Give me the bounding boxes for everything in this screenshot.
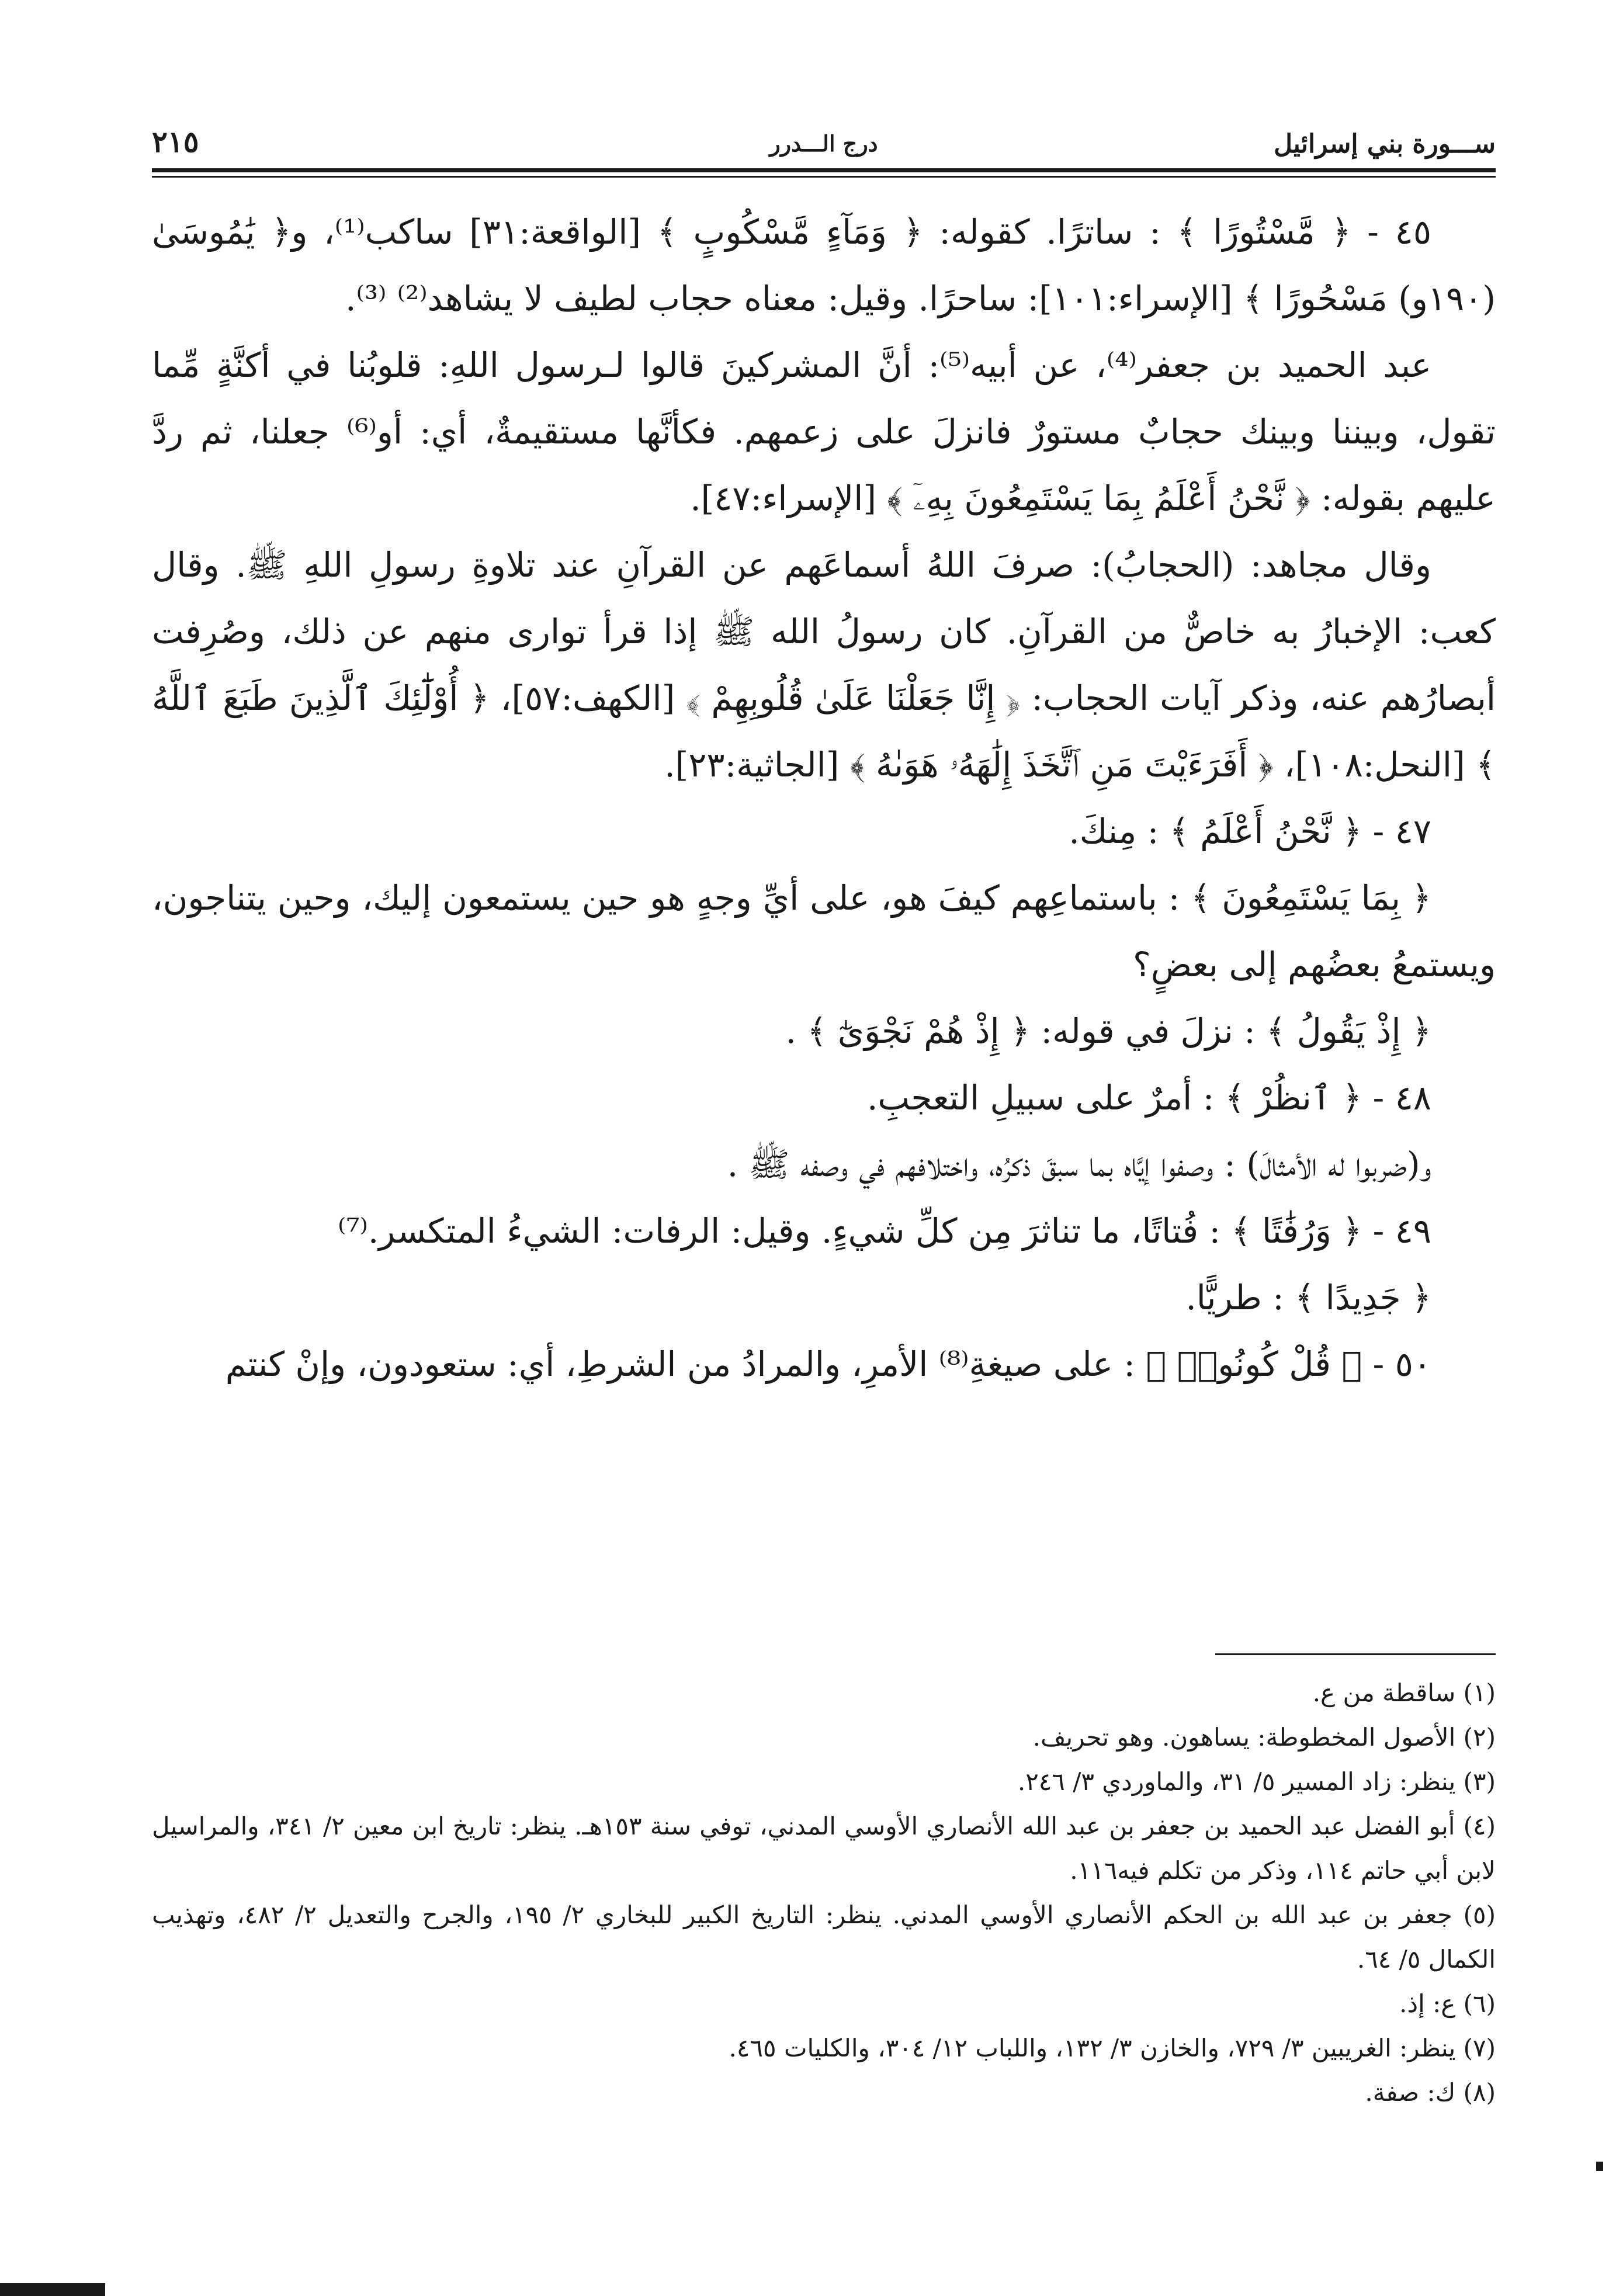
footnotes [152, 1671, 1496, 2115]
paragraph: ٤٥ - ﴿ مَّسْتُورًا ﴾ : ساترًا. كقوله: ﴿ وَمَآءٍ مَّسْكُوبٍ ﴾ [الواقعة:٣١] ساكب⁽¹⁾، و﴿ يَٰمُوسَىٰ (١٩٠و) مَسْحُورًا ﴾ [الإسراء:١٠١]: ساحرًا. وقيل: معناه حجاب لطيف لا يشاهد⁽²⁾ ⁽³⁾. [152, 212, 1496, 318]
scan-dot [1596, 2162, 1603, 2171]
sura-title: ســـورة بني إسرائيل [1274, 129, 1496, 159]
footnote: (٦) ع: إذ. [1399, 1989, 1496, 2018]
paragraph: ٤٧ - ﴿ نَّحْنُ أَعْلَمُ ﴾ : مِنكَ. [1069, 811, 1431, 851]
scan-edge-mark [0, 2283, 105, 2296]
footnote: (١) ساقطة من ع. [1312, 1678, 1496, 1707]
paragraph: عبد الحميد بن جعفر⁽⁴⁾، عن أبيه⁽⁵⁾: أنَّ المشركينَ قالوا لـرسول اللهِ: قلوبُنا في أكنَّةٍ مِّما تقول، وبيننا وبينك حجابٌ مستورٌ فانزلَ على زعمهم. فكأنَّها مستقيمةٌ، أي: أو⁽⁶⁾ جعلنا، ثم ردَّ عليهم بقوله: ﴿ نَّحْنُ أَعْلَمُ بِمَا يَسْتَمِعُونَ بِهِۦٓ ﴾ [الإسراء:٤٧]. [152, 345, 1496, 518]
footnote: (٥) جعفر بن عبد الله بن الحكم الأنصاري الأوسي المدني. ينظر: التاريخ الكبير للبخاري ٢/ ١٩٥، والجرح والتعديل ٢/ ٤٨٢، وتهذيب الكمال ٥/ ٦٤. [152, 1900, 1496, 1974]
book-page [152, 99, 1496, 2261]
book-title: درج الـــدرر [769, 130, 878, 157]
paragraph: ﴿ بِمَا يَسْتَمِعُونَ ﴾ : باستماعِهم كيفَ هو، على أيِّ وجهٍ هو حين يستمعون إليك، وحين يتناجون، ويستمعُ بعضُهم إلى بعضٍ؟ [152, 878, 1496, 984]
paragraph: ٤٨ - ﴿ ٱنظُرْ ﴾ : أمرٌ على سبيلِ التعجبِ. [866, 1078, 1431, 1118]
header-rule-thick [152, 168, 1496, 172]
page-number: ٢١٥ [152, 124, 199, 159]
paragraph: و(ضربوا له الأمثالَ) : وصفوا إيَّاه بما سبقَ ذكرُه، واختلافهم في وصفه ﷺ . [727, 1144, 1431, 1184]
paragraph: وقال مجاهد: (الحجابُ): صرفَ اللهُ أسماعَهم عن القرآنِ عند تلاوةِ رسولِ اللهِ ﷺ. وقال كعب: الإخبارُ به خاصٌّ من القرآنِ. كان رسولُ الله ﷺ إذا قرأ توارى منهم عن ذلك، وصُرِفت أبصارُهم عنه، وذكر آيات الحجاب: ﴿ إِنَّا جَعَلْنَا عَلَىٰ قُلُوبِهِمْ ﴾ [الكهف:٥٧]، ﴿ أُوْلَٰٓئِكَ ٱلَّذِينَ طَبَعَ ٱللَّهُ ﴾ [النحل:١٠٨]، ﴿ أَفَرَءَيْتَ مَنِ ٱتَّخَذَ إِلَٰهَهُۥ هَوَىٰهُ ﴾ [الجاثية:٢٣]. [152, 545, 1496, 785]
paragraph: ﴿ جَدِيدًا ﴾ : طريًّا. [1185, 1278, 1431, 1317]
page-header [152, 99, 1496, 164]
footnote: (٣) ينظر: زاد المسير ٥/ ٣١، والماوردي ٣/ ٢٤٦. [1017, 1767, 1496, 1796]
paragraph: ٤٩ - ﴿ وَرُفَٰتًا ﴾ : فُتاتًا، ما تناثرَ مِن كلِّ شيءٍ. وقيل: الرفات: الشيءُ المتكسر.⁽⁷⁾ [338, 1211, 1431, 1251]
footnote-separator [1215, 1653, 1496, 1655]
footnote: (٢) الأصول المخطوطة: يساهون. وهو تحريف. [1032, 1723, 1496, 1752]
footnote: (٨) ك: صفة. [1365, 2078, 1496, 2107]
footnote: (٤) أبو الفضل عبد الحميد بن جعفر بن عبد الله الأنصاري الأوسي المدني، توفي سنة ١٥٣هـ. ينظر: تاريخ ابن معين ٢/ ٣٤١، والمراسيل لابن أبي حاتم ١١٤، وذكر من تكلم فيه١١٦. [152, 1812, 1496, 1885]
main-text [152, 199, 1496, 1397]
header-rule-thin [152, 176, 1496, 178]
footnote: (٧) ينظر: الغريبين ٣/ ٧٢٩، والخازن ٣/ ١٣٢، واللباب ١٢/ ٣٠٤، والكليات ٤٦٥. [729, 2034, 1496, 2062]
paragraph: ٥٠ - ﴿ قُلْ كُونُوا۟ ﴾ : على صيغةِ⁽⁸⁾ الأمرِ، والمرادُ من الشرطِ، أي: ستعودون، وإنْ كنتم [225, 1344, 1431, 1384]
paragraph: ﴿ إِذْ يَقُولُ ﴾ : نزلَ في قوله: ﴿ إِذْ هُمْ نَجْوَىٰٓ ﴾ . [785, 1011, 1431, 1051]
